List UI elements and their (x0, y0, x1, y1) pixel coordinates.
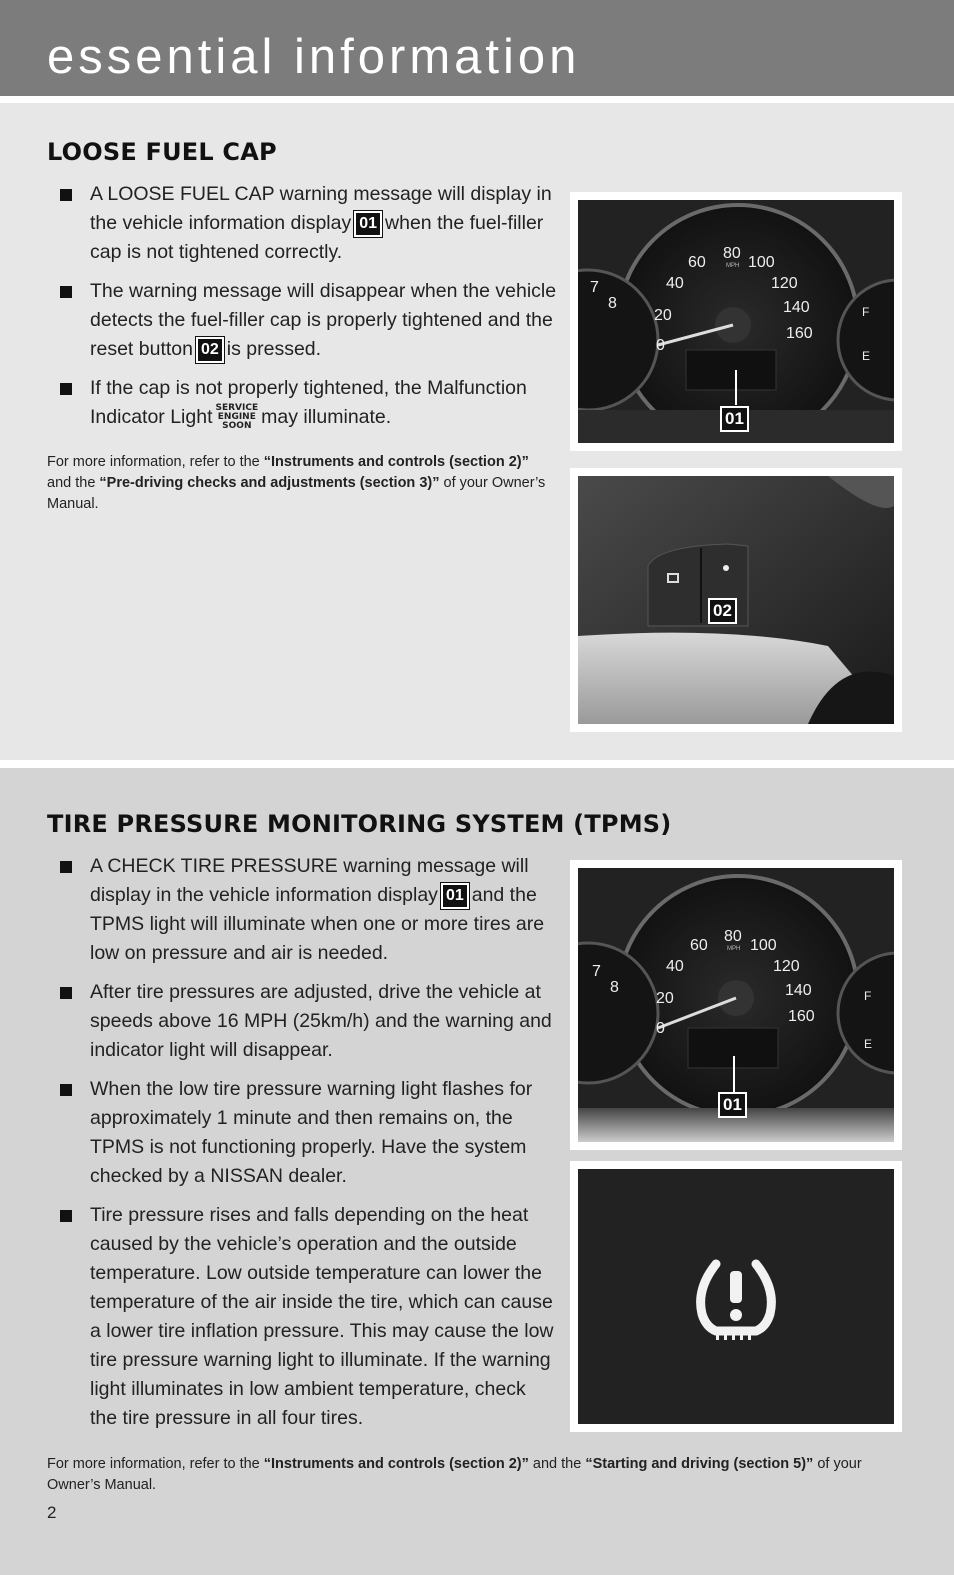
list-item: If the cap is not properly tightened, the Malfunction Indicator Light SERVICE ENGINE SOON may illuminate. (60, 374, 560, 432)
speed-label: 40 (666, 275, 684, 292)
list-item: A CHECK TIRE PRESSURE warning message will display in the vehicle information display 01 and the TPMS light will illuminate when one or more tires are low on pressure and air is needed. (60, 852, 555, 968)
bullet-square-icon (60, 1084, 72, 1096)
section-heading: LOOSE FUEL CAP (47, 138, 277, 166)
bullet-square-icon (60, 189, 72, 201)
page-header (0, 0, 954, 96)
speed-label: 60 (688, 254, 706, 271)
tach-label: 7 (590, 279, 599, 296)
speed-label: 100 (748, 254, 775, 271)
service-engine-soon-icon: SERVICE ENGINE SOON (215, 403, 259, 431)
list-item: When the low tire pressure warning light flashes for approximately 1 minute and then remains on, the TPMS is not functioning properly. Have the system checked by a NISSAN dealer. (60, 1075, 555, 1191)
speed-label: 20 (654, 307, 672, 324)
list-item: The warning message will disappear when the vehicle detects the fuel-filler cap is properly tightened and the reset button 02 is pressed. (60, 277, 560, 364)
tach-label: 8 (610, 979, 619, 996)
bullet-square-icon (60, 286, 72, 298)
speed-label: 120 (771, 275, 798, 292)
list-item: A LOOSE FUEL CAP warning message will display in the vehicle information display 01 when the fuel-filler cap is not tightened correctly. (60, 180, 560, 267)
reset-button-photo (570, 468, 902, 732)
speed-label: 0 (656, 337, 665, 354)
speed-label: 160 (788, 1008, 815, 1025)
callout-badge: 01 (720, 406, 749, 432)
bullet-square-icon (60, 987, 72, 999)
callout-badge: 01 (441, 883, 469, 909)
fuel-label: F (862, 305, 870, 319)
callout-badge: 01 (718, 1092, 747, 1118)
bullet-square-icon (60, 383, 72, 395)
speed-label: 140 (785, 982, 812, 999)
callout-badge: 02 (196, 337, 224, 363)
speed-label: 20 (656, 990, 674, 1007)
mph-label: MPH (727, 946, 741, 952)
tpms-light-photo (570, 1161, 902, 1432)
speed-label: 40 (666, 958, 684, 975)
speed-label: 100 (750, 937, 777, 954)
callout-badge: 02 (708, 598, 737, 624)
speed-label: 0 (656, 1020, 665, 1037)
speed-label: 120 (773, 958, 800, 975)
tach-label: 8 (608, 295, 617, 312)
section-heading: TIRE PRESSURE MONITORING SYSTEM (TPMS) (47, 810, 672, 838)
page-title: essential information (47, 30, 581, 84)
fuel-label: F (864, 989, 872, 1003)
divider (0, 760, 954, 768)
list-item: Tire pressure rises and falls depending on the heat caused by the vehicle’s operation and the outside temperature. Low outside temperature can lower the temperature of the air inside the tire, which can cause a lower tire inflation pressure. This may cause the low tire pressure warning light to illuminate. If the warning light illuminates in low ambient temperature, check the tire pressure in all four tires. (60, 1201, 555, 1433)
speed-label: 80 (723, 245, 741, 262)
reference-note: For more information, refer to the “Instruments and controls (section 2)” and the “Pre-driving checks and adjustments (section 3)” of your Owner’s Manual. (47, 454, 546, 512)
fuel-label: E (864, 1037, 873, 1051)
instrument-cluster-photo (570, 192, 902, 451)
callout-badge: 01 (354, 211, 382, 237)
speed-label: 60 (690, 937, 708, 954)
speed-label: 140 (783, 299, 810, 316)
fuel-cap-bullets (60, 180, 560, 442)
divider (0, 96, 954, 103)
instrument-cluster-photo (570, 860, 902, 1150)
bullet-square-icon (60, 1210, 72, 1222)
fuel-label: E (862, 349, 871, 363)
tach-label: 7 (592, 963, 601, 980)
speed-label: 160 (786, 325, 813, 342)
reference-note: For more information, refer to the “Instruments and controls (section 2)” and the “Starting and driving (section 5)” of your Owner’s Manual. (47, 1456, 862, 1493)
tpms-warning-icon (578, 1169, 894, 1424)
bullet-square-icon (60, 861, 72, 873)
list-item: After tire pressures are adjusted, drive the vehicle at speeds above 16 MPH (25km/h) and the warning and indicator light will disappear. (60, 978, 555, 1065)
tpms-bullets (60, 852, 555, 1443)
speed-label: 80 (724, 928, 742, 945)
mph-label: MPH (726, 263, 740, 269)
page-number: 2 (47, 1503, 57, 1522)
